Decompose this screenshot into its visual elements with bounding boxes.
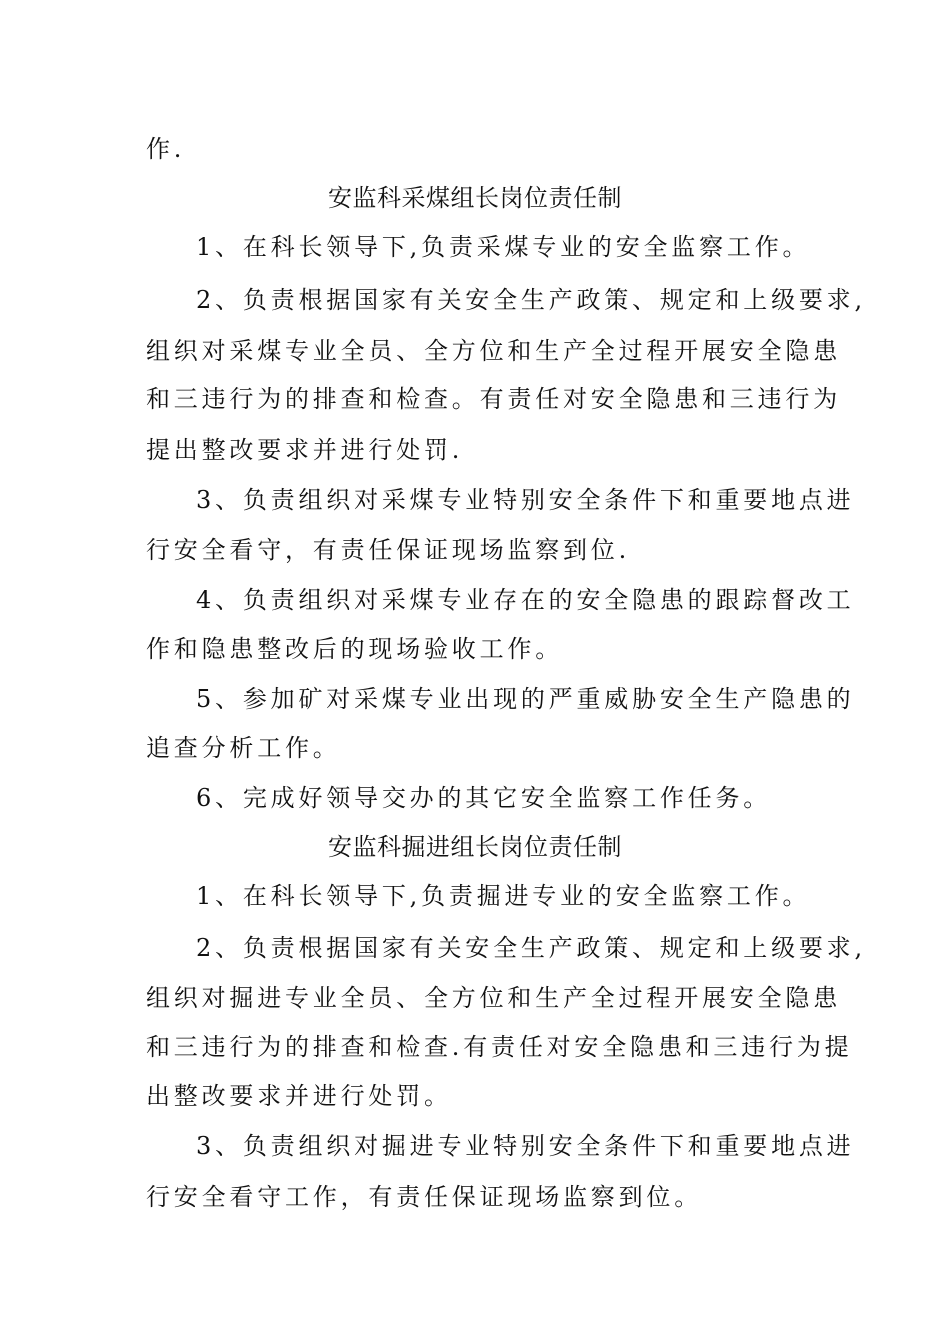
section2-line-1: 1、在科长领导下,负责掘进专业的安全监察工作。 xyxy=(196,882,811,910)
section1-line-7: 行安全看守，有责任保证现场监察到位. xyxy=(146,536,631,564)
section1-line-9: 作和隐患整改后的现场验收工作。 xyxy=(146,635,563,663)
section1-line-6: 3、负责组织对采煤专业特别安全条件下和重要地点进 xyxy=(196,486,855,514)
section1-line-2: 2、负责根据国家有关安全生产政策、规定和上级要求, xyxy=(196,286,866,314)
section1-title: 安监科采煤组长岗位责任制 xyxy=(328,184,622,212)
section1-line-10: 5、参加矿对采煤专业出现的严重威胁安全生产隐患的 xyxy=(196,685,855,713)
section2-line-5: 出整改要求并进行处罚。 xyxy=(146,1082,452,1110)
section1-line-8: 4、负责组织对采煤专业存在的安全隐患的跟踪督改工 xyxy=(196,586,855,614)
section1-line-3: 组织对采煤专业全员、全方位和生产全过程开展安全隐患 xyxy=(146,337,841,365)
section1-line-12: 6、完成好领导交办的其它安全监察工作任务。 xyxy=(196,784,772,812)
section1-line-1: 1、在科长领导下,负责采煤专业的安全监察工作。 xyxy=(196,233,811,261)
section2-line-2: 2、负责根据国家有关安全生产政策、规定和上级要求, xyxy=(196,934,866,962)
section1-line-11: 追查分析工作。 xyxy=(146,734,341,762)
section2-line-6: 3、负责组织对掘进专业特别安全条件下和重要地点进 xyxy=(196,1132,855,1160)
section1-line-5: 提出整改要求并进行处罚. xyxy=(146,436,464,464)
leading-line: 作. xyxy=(146,135,186,163)
section2-line-7: 行安全看守工作，有责任保证现场监察到位。 xyxy=(146,1183,702,1211)
section2-line-4: 和三违行为的排查和检查.有责任对安全隐患和三违行为提 xyxy=(146,1033,853,1061)
section2-line-3: 组织对掘进专业全员、全方位和生产全过程开展安全隐患 xyxy=(146,984,841,1012)
section2-title: 安监科掘进组长岗位责任制 xyxy=(328,833,622,861)
section1-line-4: 和三违行为的排查和检查。有责任对安全隐患和三违行为 xyxy=(146,385,841,413)
